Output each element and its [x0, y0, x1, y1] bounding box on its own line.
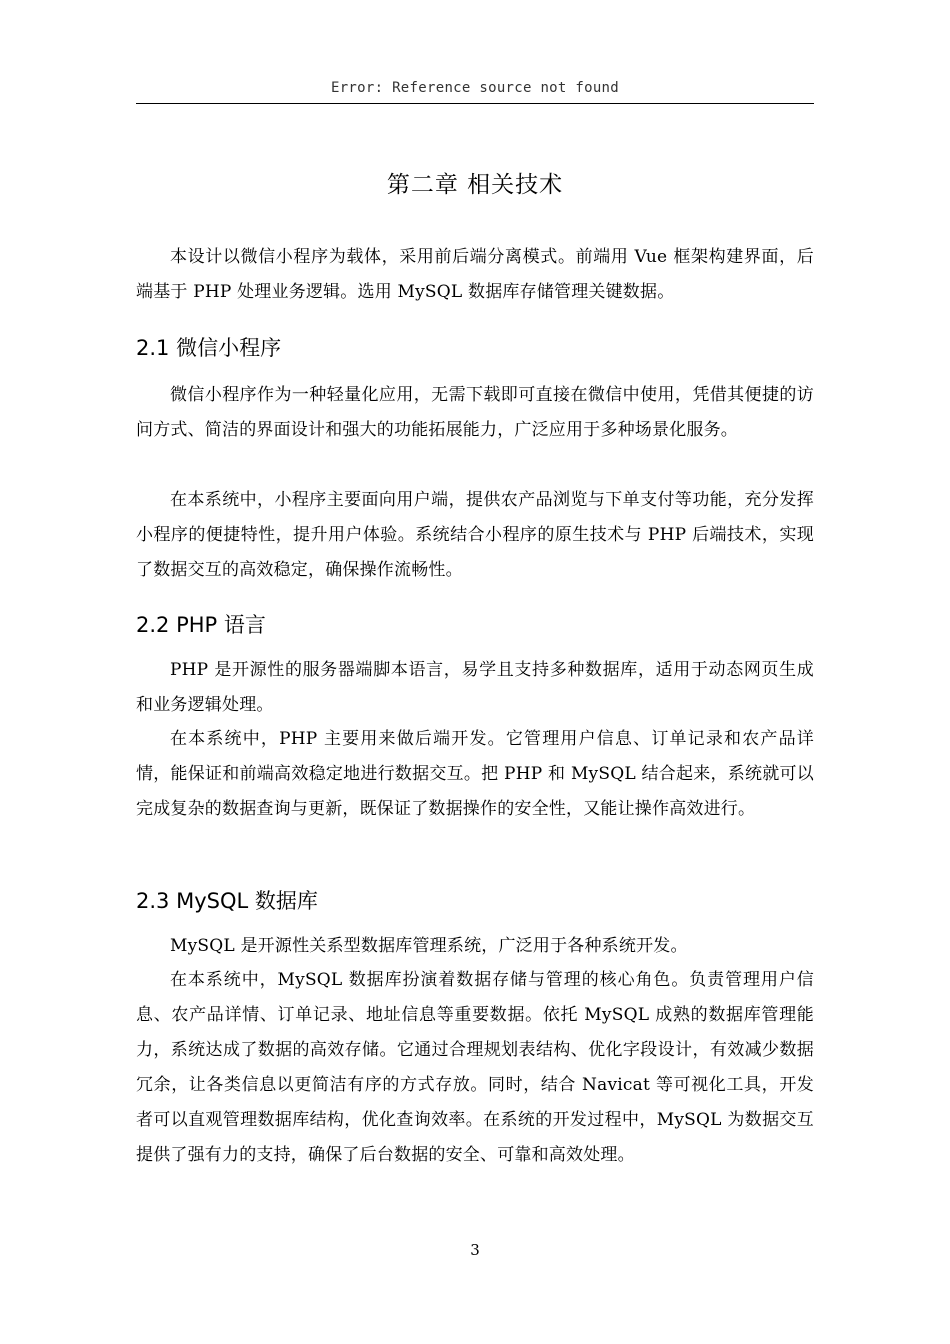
chapter-title: 第二章 相关技术: [386, 172, 564, 198]
page-number: 3: [470, 1241, 480, 1259]
paragraph-2-2-b: 在本系统中，PHP 主要用来做后端开发。它管理用户信息、订单记录和农产品详情，能保证和前端高效稳定地进行数据交互。把 PHP 和 MySQL 结合起来，系统就可以完成复杂的数据查询与更新，既保证了数据操作的安全性，又能让操作高效进行。: [136, 729, 814, 819]
paragraph-2-3-a: MySQL 是开源性关系型数据库管理系统，广泛用于各种系统开发。: [170, 936, 688, 956]
paragraph-2-1-b: 在本系统中，小程序主要面向用户端，提供农产品浏览与下单支付等功能，充分发挥小程序的便捷特性，提升用户体验。系统结合小程序的原生技术与 PHP 后端技术，实现了数据交互的高效稳定，确保操作流畅性。: [136, 490, 814, 580]
header-rule: [136, 103, 814, 104]
section-heading-2-2: 2.2 PHP 语言: [136, 613, 266, 637]
section-heading-2-3: 2.3 MySQL 数据库: [136, 889, 318, 913]
intro-paragraph: 本设计以微信小程序为载体，采用前后端分离模式。前端用 Vue 框架构建界面，后端基于 PHP 处理业务逻辑。选用 MySQL 数据库存储管理关键数据。: [136, 247, 814, 302]
paragraph-2-1-a: 微信小程序作为一种轻量化应用，无需下载即可直接在微信中使用，凭借其便捷的访问方式、简洁的界面设计和强大的功能拓展能力，广泛应用于多种场景化服务。: [136, 385, 814, 440]
paragraph-2-3-b: 在本系统中，MySQL 数据库扮演着数据存储与管理的核心角色。负责管理用户信息、农产品详情、订单记录、地址信息等重要数据。依托 MySQL 成熟的数据库管理能力，系统达成了数据的高效存储。它通过合理规划表结构、优化字段设计，有效减少数据冗余，让各类信息以更简洁有序的方式存放。同时，结合 Navicat 等可视化工具，开发者可以直观管理数据库结构，优化查询效率。在系统的开发过程中，MySQL 为数据交互提供了强有力的支持，确保了后台数据的安全、可靠和高效处理。: [136, 970, 814, 1165]
paragraph-2-2-a: PHP 是开源性的服务器端脚本语言，易学且支持多种数据库，适用于动态网页生成和业务逻辑处理。: [136, 660, 814, 715]
running-header: Error: Reference source not found: [330, 80, 620, 96]
section-heading-2-1: 2.1 微信小程序: [136, 336, 282, 360]
